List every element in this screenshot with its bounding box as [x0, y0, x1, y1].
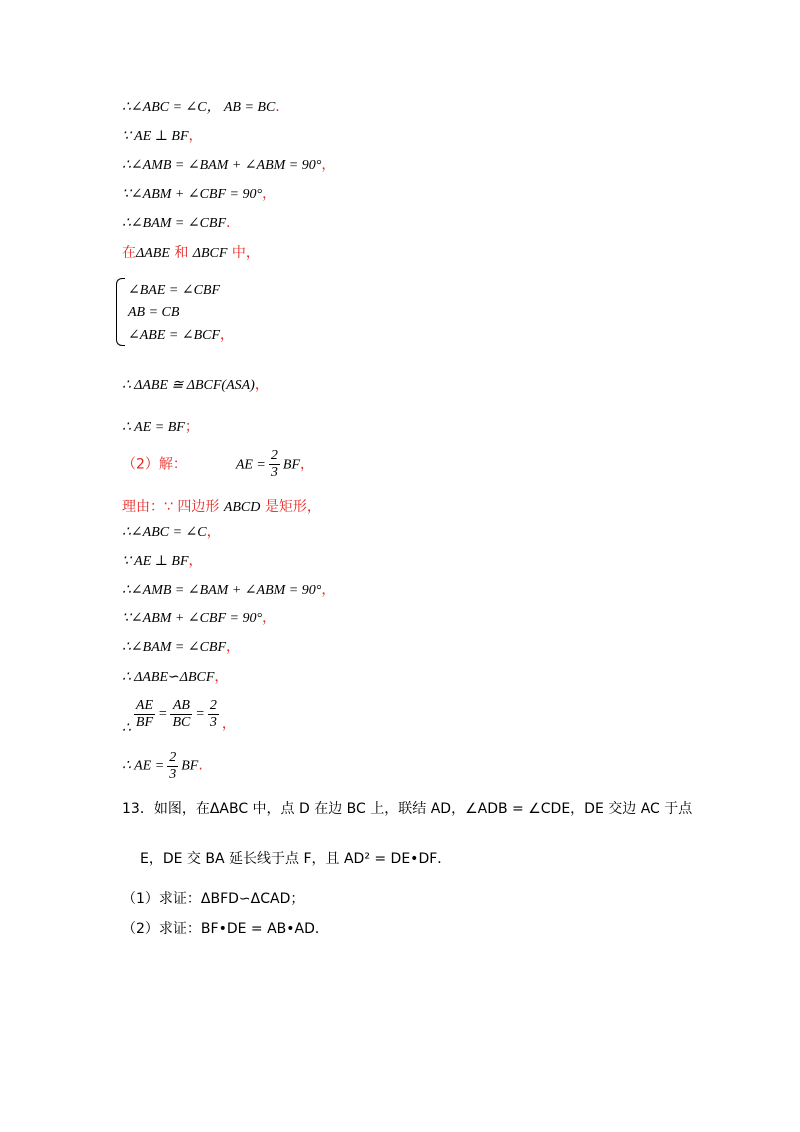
part2-line-4: ∵∠ABM + ∠CBF = 90°，: [122, 610, 277, 626]
problem-13-question-1: （1）求证：ΔBFD∽ΔCAD；: [122, 891, 305, 907]
system-eq-1: ∠BAE = ∠CBF: [128, 283, 221, 298]
part2-reason: 理由：∵ 四边形 ABCD 是矩形，: [122, 499, 321, 515]
part2-answer-line: （2）解： AE = $\frac{2}{3}$ BF，: [122, 448, 314, 480]
part2-line-6: ∴ ΔABE∽ΔBCF，: [122, 669, 229, 685]
part2-label: （2）解：: [122, 456, 187, 473]
proof-line-7: ∴ ΔABE ≅ ΔBCF(ASA)，: [122, 377, 269, 393]
proof-line-8: ∴ AE = BF；: [122, 419, 199, 435]
part2-conclusion: ∴ AE = $\frac{2}{3}$ BF.: [122, 750, 203, 782]
system-brace: [116, 278, 125, 346]
problem-13-line-1: 13．如图，在ΔABC 中，点 D 在边 BC 上，联结 AD，∠ADB = ∠CDE，DE 交边 AC 于点: [122, 801, 693, 817]
problem-13-question-2: （2）求证：BF•DE = AB•AD．: [122, 921, 329, 937]
part2-line-2: ∵ AE ⊥ BF，: [122, 553, 203, 569]
part2-line-3: ∴∠AMB = ∠BAM + ∠ABM = 90°，: [122, 582, 336, 598]
part2-line-1: ∴∠ABC = ∠C，: [122, 524, 221, 540]
proof-line-3: ∴∠AMB = ∠BAM + ∠ABM = 90°，: [122, 157, 336, 173]
proof-line-5: ∴∠BAM = ∠CBF.: [122, 215, 231, 231]
proof-line-1: ∴∠ABC = ∠C， AB = BC.: [122, 99, 280, 115]
answer-fraction: $\frac{2}{3}$: [270, 448, 278, 480]
part2-line-5: ∴∠BAM = ∠CBF，: [122, 639, 241, 655]
proof-line-6: 在ΔABE 和 ΔBCF 中，: [122, 245, 260, 261]
part2-ratio-line: ∴ $\frac{AE}{BF}$ = $\frac{AB}{BC}$ = $\frac{2}{3}$ ，: [122, 698, 236, 736]
system-eq-2: AB = CB: [128, 305, 180, 320]
problem-13-line-2: E，DE 交 BA 延长线于点 F，且 AD² = DE•DF．: [140, 851, 452, 867]
proof-line-4: ∵∠ABM + ∠CBF = 90°，: [122, 186, 277, 202]
proof-line-2: ∵ AE ⊥ BF，: [122, 128, 203, 144]
system-eq-3: ∠ABE = ∠BCF，: [128, 327, 235, 343]
